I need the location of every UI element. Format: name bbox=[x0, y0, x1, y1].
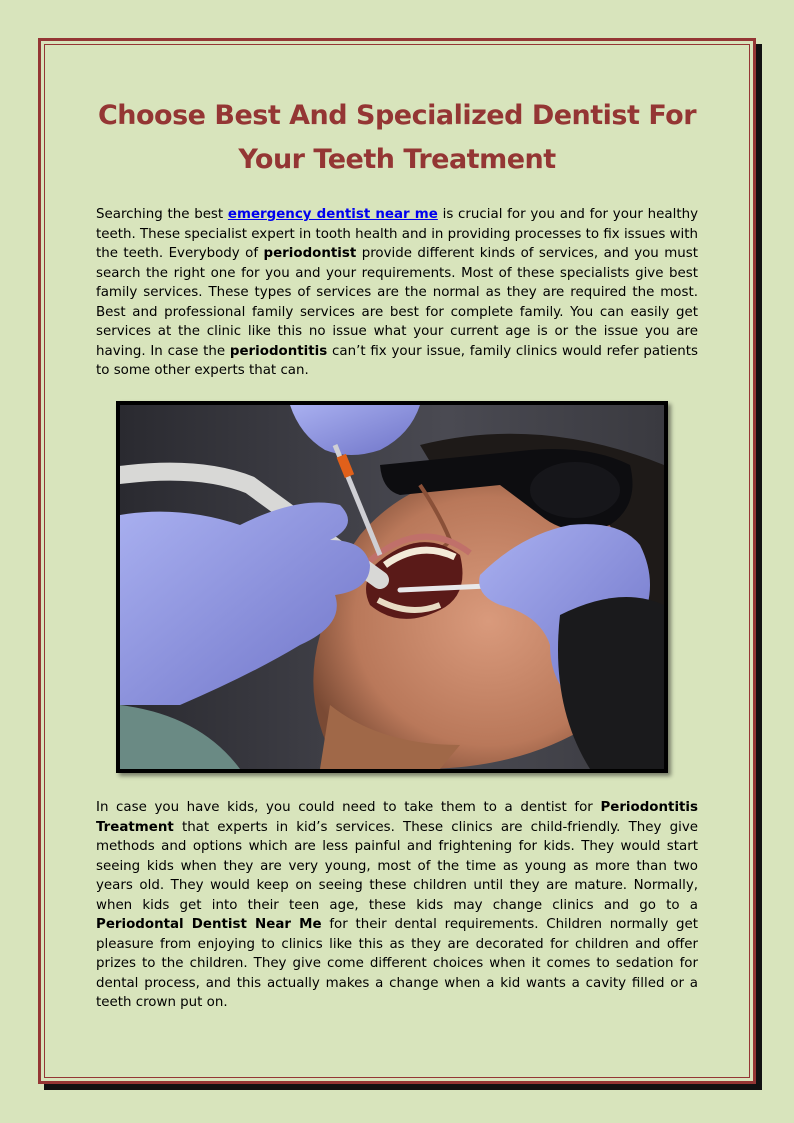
document-title: Choose Best And Specialized Dentist For Your Teeth Treatment bbox=[97, 100, 697, 175]
intro-text-3: provide different kinds of services, and you must search the right one for you and your requirements. Most of these specialists give best family services. These types of services are the normal as they are required the most. Best and professional family services are best for complete family. You can easily get services at the clinic like this no issue what your current age is or the issue you are having. In case the bbox=[96, 246, 698, 359]
intro-text-1: Searching the best bbox=[96, 207, 228, 222]
intro-text-2: is crucial for you and for your healthy teeth. These specialist expert in tooth health and in providing processes to fix issues with the teeth. Everybody of bbox=[96, 207, 698, 261]
intro-text-4: can’t fix your issue, family clinics would refer patients to some other experts that can. bbox=[96, 343, 698, 378]
periodontitis-keyword: periodontitis bbox=[229, 343, 328, 359]
emergency-dentist-link[interactable]: emergency dentist near me bbox=[227, 207, 438, 222]
kids-text-3: for their dental requirements. Children normally get pleasure from enjoying to clinics like this as they are decorated for children and offer prizes to the children. They give come different choices when it comes to sedation for dental process, and this actually makes a change when a kid wants a cavity filled or a teeth crown put on. bbox=[96, 917, 698, 1010]
dental-photo-illustration bbox=[120, 405, 664, 769]
kids-text-2: that experts in kid’s services. These clinics are child-friendly. They give methods and options which are less painful and frightening for kids. They would start seeing kids when they are very young, most of the time as young as more than two years old. They would keep on seeing these children until they are mature. Normally, when kids get into their teen age, these kids may change clinics and go to a bbox=[96, 819, 698, 913]
kids-paragraph bbox=[96, 798, 698, 1013]
dental-treatment-photo bbox=[116, 401, 668, 773]
intro-paragraph bbox=[96, 205, 698, 381]
periodontitis-treatment-keyword: Periodontitis Treatment bbox=[96, 800, 698, 835]
periodontal-dentist-keyword: Periodontal Dentist Near Me bbox=[96, 917, 322, 932]
periodontist-keyword: periodontist bbox=[263, 246, 357, 261]
kids-text-1: In case you have kids, you could need to take them to a dentist for bbox=[96, 800, 601, 815]
